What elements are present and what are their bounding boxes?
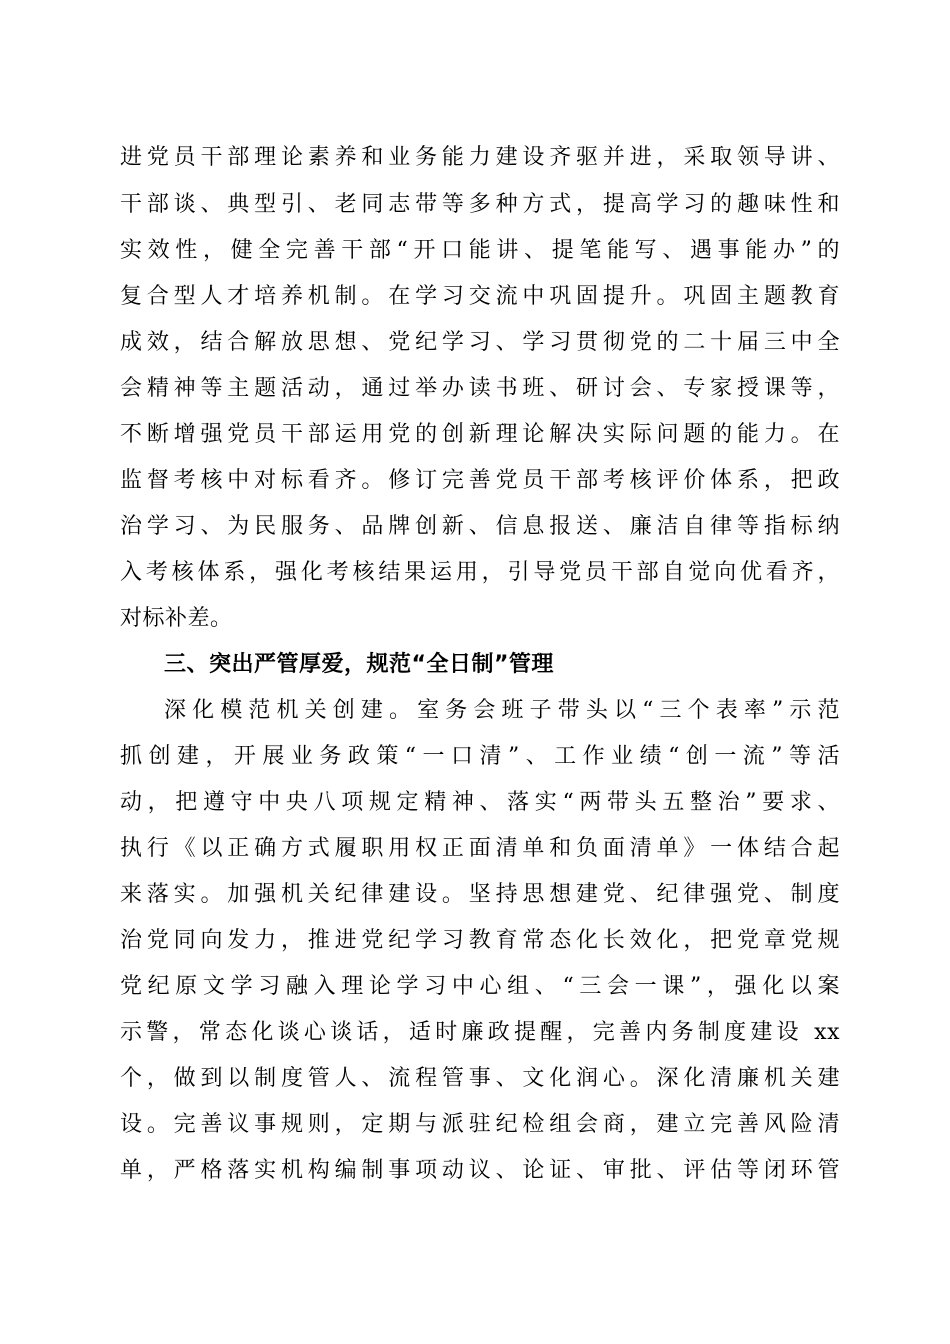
paragraph1-line-7: 不断增强党员干部运用党的创新理论解决实际问题的能力。在 (120, 422, 840, 447)
paragraph1-line-2: 干部谈、典型引、老同志带等多种方式，提高学习的趣味性和 (120, 192, 840, 217)
paragraph1-line-8: 监督考核中对标看齐。修订完善党员干部考核评价体系，把政 (120, 468, 840, 493)
section3-line-7: 党纪原文学习融入理论学习中心组、“三会一课”，强化以案 (120, 974, 840, 999)
section3-line-1: 深化模范机关创建。室务会班子带头以“三个表率”示范 (164, 698, 840, 723)
section3-line-9: 个，做到以制度管人、流程管事、文化润心。深化清廉机关建 (120, 1066, 840, 1091)
section3-line-8: 示警，常态化谈心谈话，适时廉政提醒，完善内务制度建设 xx (120, 1020, 840, 1045)
section3-line-11: 单，严格落实机构编制事项动议、论证、审批、评估等闭环管 (120, 1158, 840, 1183)
section3-line-3: 动，把遵守中央八项规定精神、落实“两带头五整治”要求、 (120, 790, 840, 815)
section3-line-5: 来落实。加强机关纪律建设。坚持思想建党、纪律强党、制度 (120, 882, 840, 907)
paragraph1-line-4: 复合型人才培养机制。在学习交流中巩固提升。巩固主题教育 (120, 284, 840, 309)
section3-line-10: 设。完善议事规则，定期与派驻纪检组会商，建立完善风险清 (120, 1112, 840, 1137)
section3-line-4: 执行《以正确方式履职用权正面清单和负面清单》一体结合起 (120, 836, 840, 861)
paragraph1-line-11: 对标补差。 (120, 606, 233, 631)
paragraph1-line-5: 成效，结合解放思想、党纪学习、学习贯彻党的二十届三中全 (120, 330, 840, 355)
paragraph1-line-6: 会精神等主题活动，通过举办读书班、研讨会、专家授课等， (120, 376, 840, 401)
paragraph1-line-9: 治学习、为民服务、品牌创新、信息报送、廉洁自律等指标纳 (120, 514, 840, 539)
paragraph1-line-1: 进党员干部理论素养和业务能力建设齐驱并进，采取领导讲、 (120, 145, 840, 170)
section3-line-6: 治党同向发力，推进党纪学习教育常态化长效化，把党章党规 (120, 928, 840, 953)
paragraph1-line-3: 实效性，健全完善干部“开口能讲、提笔能写、遇事能办”的 (120, 238, 840, 263)
section3-line-2: 抓创建，开展业务政策“一口清”、工作业绩“创一流”等活 (120, 744, 840, 769)
section3-heading: 三、突出严管厚爱，规范“全日制”管理 (164, 652, 554, 677)
paragraph1-line-10: 入考核体系，强化考核结果运用，引导党员干部自觉向优看齐， (120, 560, 840, 585)
